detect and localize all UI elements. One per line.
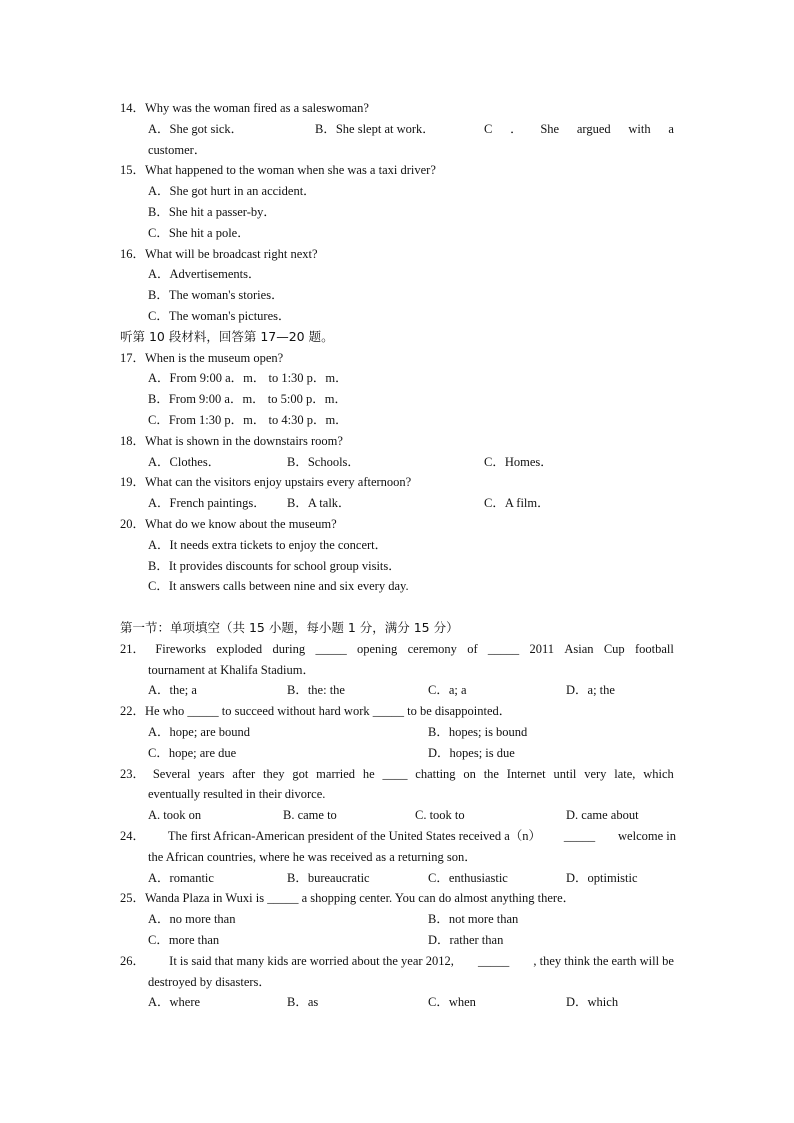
- word: a: [668, 122, 674, 136]
- q20-option-a: A．It needs extra tickets to enjoy the concert．: [148, 538, 388, 552]
- q17-option-c: C．From 1:30 p．m． to 4:30 p．m．: [148, 413, 348, 427]
- word: on: [463, 767, 476, 781]
- question-17-stem: 17．When is the museum open?: [120, 351, 284, 365]
- word: C: [484, 122, 493, 136]
- word: very: [584, 767, 607, 781]
- q19-option-a: A．French paintings．: [148, 496, 266, 510]
- text-part: welcome in: [618, 829, 676, 843]
- word: ceremony: [407, 642, 457, 656]
- word: during: [272, 642, 306, 656]
- question-22-stem: 22．He who _____ to succeed without hard work _____ to be disappointed．: [120, 704, 512, 718]
- q23-option-c: C. took to: [415, 808, 465, 822]
- q19-option-b: B．A talk．: [287, 496, 351, 510]
- q17-option-b: B．From 9:00 a．m． to 5:00 p．m．: [148, 392, 347, 406]
- word: _____: [487, 642, 520, 656]
- q26-option-d: D．which: [566, 995, 619, 1009]
- q26-option-c: C．when: [428, 995, 476, 1009]
- q24-option-a: A．romantic: [148, 871, 214, 885]
- question-20-stem: 20．What do we know about the museum?: [120, 517, 337, 531]
- word: argued: [576, 122, 611, 136]
- q23-option-d: D. came about: [566, 808, 639, 822]
- q14-option-b: B．She slept at work．: [315, 122, 435, 136]
- word: years: [198, 767, 225, 781]
- q16-option-a: A．Advertisements．: [148, 267, 261, 281]
- q25-option-d: D．rather than: [428, 933, 504, 947]
- q20-option-b: B．It provides discounts for school group visits．: [148, 559, 401, 573]
- q15-option-a: A．She got hurt in an accident．: [148, 184, 316, 198]
- word: 21．: [120, 642, 146, 656]
- question-21-line1: [120, 641, 674, 657]
- section-10-heading: 听第 10 段材料，回答第 17—20 题。: [120, 329, 334, 344]
- word: ．: [510, 122, 523, 136]
- q24-option-c: C．enthusiastic: [428, 871, 508, 885]
- question-18-stem: 18．What is shown in the downstairs room?: [120, 434, 343, 448]
- text-part: 26．: [120, 954, 146, 968]
- q22-option-b: B．hopes; is bound: [428, 725, 528, 739]
- question-21-line2: tournament at Khalifa Stadium．: [148, 663, 315, 677]
- question-14-stem: 14．Why was the woman fired as a saleswoman?: [120, 101, 369, 115]
- question-24-line2: the African countries, where he was received as a returning son．: [148, 850, 477, 864]
- q14-option-c-line: [484, 121, 674, 137]
- word: chatting: [415, 767, 456, 781]
- text-part: The first African-American president of the United States received a（n）: [167, 829, 542, 843]
- word: football: [634, 642, 674, 656]
- text-part: _____: [477, 954, 510, 968]
- word: until: [553, 767, 577, 781]
- word: they: [263, 767, 285, 781]
- q25-option-b: B．not more than: [428, 912, 519, 926]
- word: he: [362, 767, 375, 781]
- q14-option-c-continued: customer．: [148, 143, 207, 157]
- section-single-choice-heading: 第一节：单项填空（共 15 小题，每小题 1 分，满分 15 分）: [120, 620, 459, 635]
- word: She: [540, 122, 560, 136]
- word: Asian: [564, 642, 594, 656]
- word: of: [467, 642, 478, 656]
- question-23-line2: eventually resulted in their divorce.: [148, 787, 326, 801]
- q16-option-b: B．The woman's stories．: [148, 288, 284, 302]
- text-part: _____: [563, 829, 596, 843]
- word: late,: [614, 767, 636, 781]
- q26-option-b: B．as: [287, 995, 319, 1009]
- q18-option-c: C．Homes．: [484, 455, 553, 469]
- question-16-stem: 16．What will be broadcast right next?: [120, 247, 318, 261]
- question-23-line1: [120, 766, 674, 782]
- word: which: [643, 767, 674, 781]
- word: Several: [152, 767, 191, 781]
- q26-option-a: A．where: [148, 995, 201, 1009]
- q20-option-c: C．It answers calls between nine and six every day.: [148, 579, 409, 593]
- q15-option-b: B．She hit a passer-by．: [148, 205, 276, 219]
- q22-option-c: C．hope; are due: [148, 746, 237, 760]
- word: the: [483, 767, 499, 781]
- q21-option-a: A．the; a: [148, 683, 197, 697]
- word: got: [292, 767, 309, 781]
- q18-option-a: A．Clothes．: [148, 455, 221, 469]
- question-19-stem: 19．What can the visitors enjoy upstairs every afternoon?: [120, 475, 412, 489]
- word: _____: [315, 642, 347, 656]
- q18-option-b: B．Schools．: [287, 455, 360, 469]
- q23-option-a: A. took on: [148, 808, 202, 822]
- q23-option-b: B. came to: [283, 808, 337, 822]
- question-24-line1: [120, 828, 676, 844]
- q21-option-d: D．a; the: [566, 683, 615, 697]
- q22-option-d: D．hopes; is due: [428, 746, 515, 760]
- word: married: [316, 767, 356, 781]
- q25-option-c: C．more than: [148, 933, 220, 947]
- q19-option-c: C．A film．: [484, 496, 550, 510]
- word: with: [628, 122, 651, 136]
- question-26-line2: destroyed by disasters．: [148, 975, 271, 989]
- q14-option-a: A．She got sick．: [148, 122, 244, 136]
- word: opening: [357, 642, 398, 656]
- text-part: , they think the earth will be: [533, 954, 674, 968]
- q21-option-c: C．a; a: [428, 683, 467, 697]
- word: ____: [382, 767, 408, 781]
- text-part: It is said that many kids are worried about the year 2012,: [169, 954, 454, 968]
- q24-option-b: B．bureaucratic: [287, 871, 370, 885]
- word: exploded: [216, 642, 263, 656]
- q21-option-b: B．the: the: [287, 683, 345, 697]
- q24-option-d: D．optimistic: [566, 871, 638, 885]
- q22-option-a: A．hope; are bound: [148, 725, 251, 739]
- q15-option-c: C．She hit a pole．: [148, 226, 250, 240]
- word: Cup: [603, 642, 625, 656]
- text-part: 24．: [120, 829, 146, 843]
- q16-option-c: C．The woman's pictures．: [148, 309, 291, 323]
- question-26-line1: [120, 953, 674, 969]
- word: 23．: [120, 767, 146, 781]
- word: after: [232, 767, 256, 781]
- word: 2011: [529, 642, 555, 656]
- question-25-stem: 25．Wanda Plaza in Wuxi is _____ a shopping center. You can do almost anything there．: [120, 891, 576, 905]
- question-15-stem: 15．What happened to the woman when she was a taxi driver?: [120, 163, 436, 177]
- word: Internet: [506, 767, 546, 781]
- q17-option-a: A．From 9:00 a．m． to 1:30 p．m．: [148, 371, 348, 385]
- q25-option-a: A．no more than: [148, 912, 236, 926]
- word: Fireworks: [155, 642, 207, 656]
